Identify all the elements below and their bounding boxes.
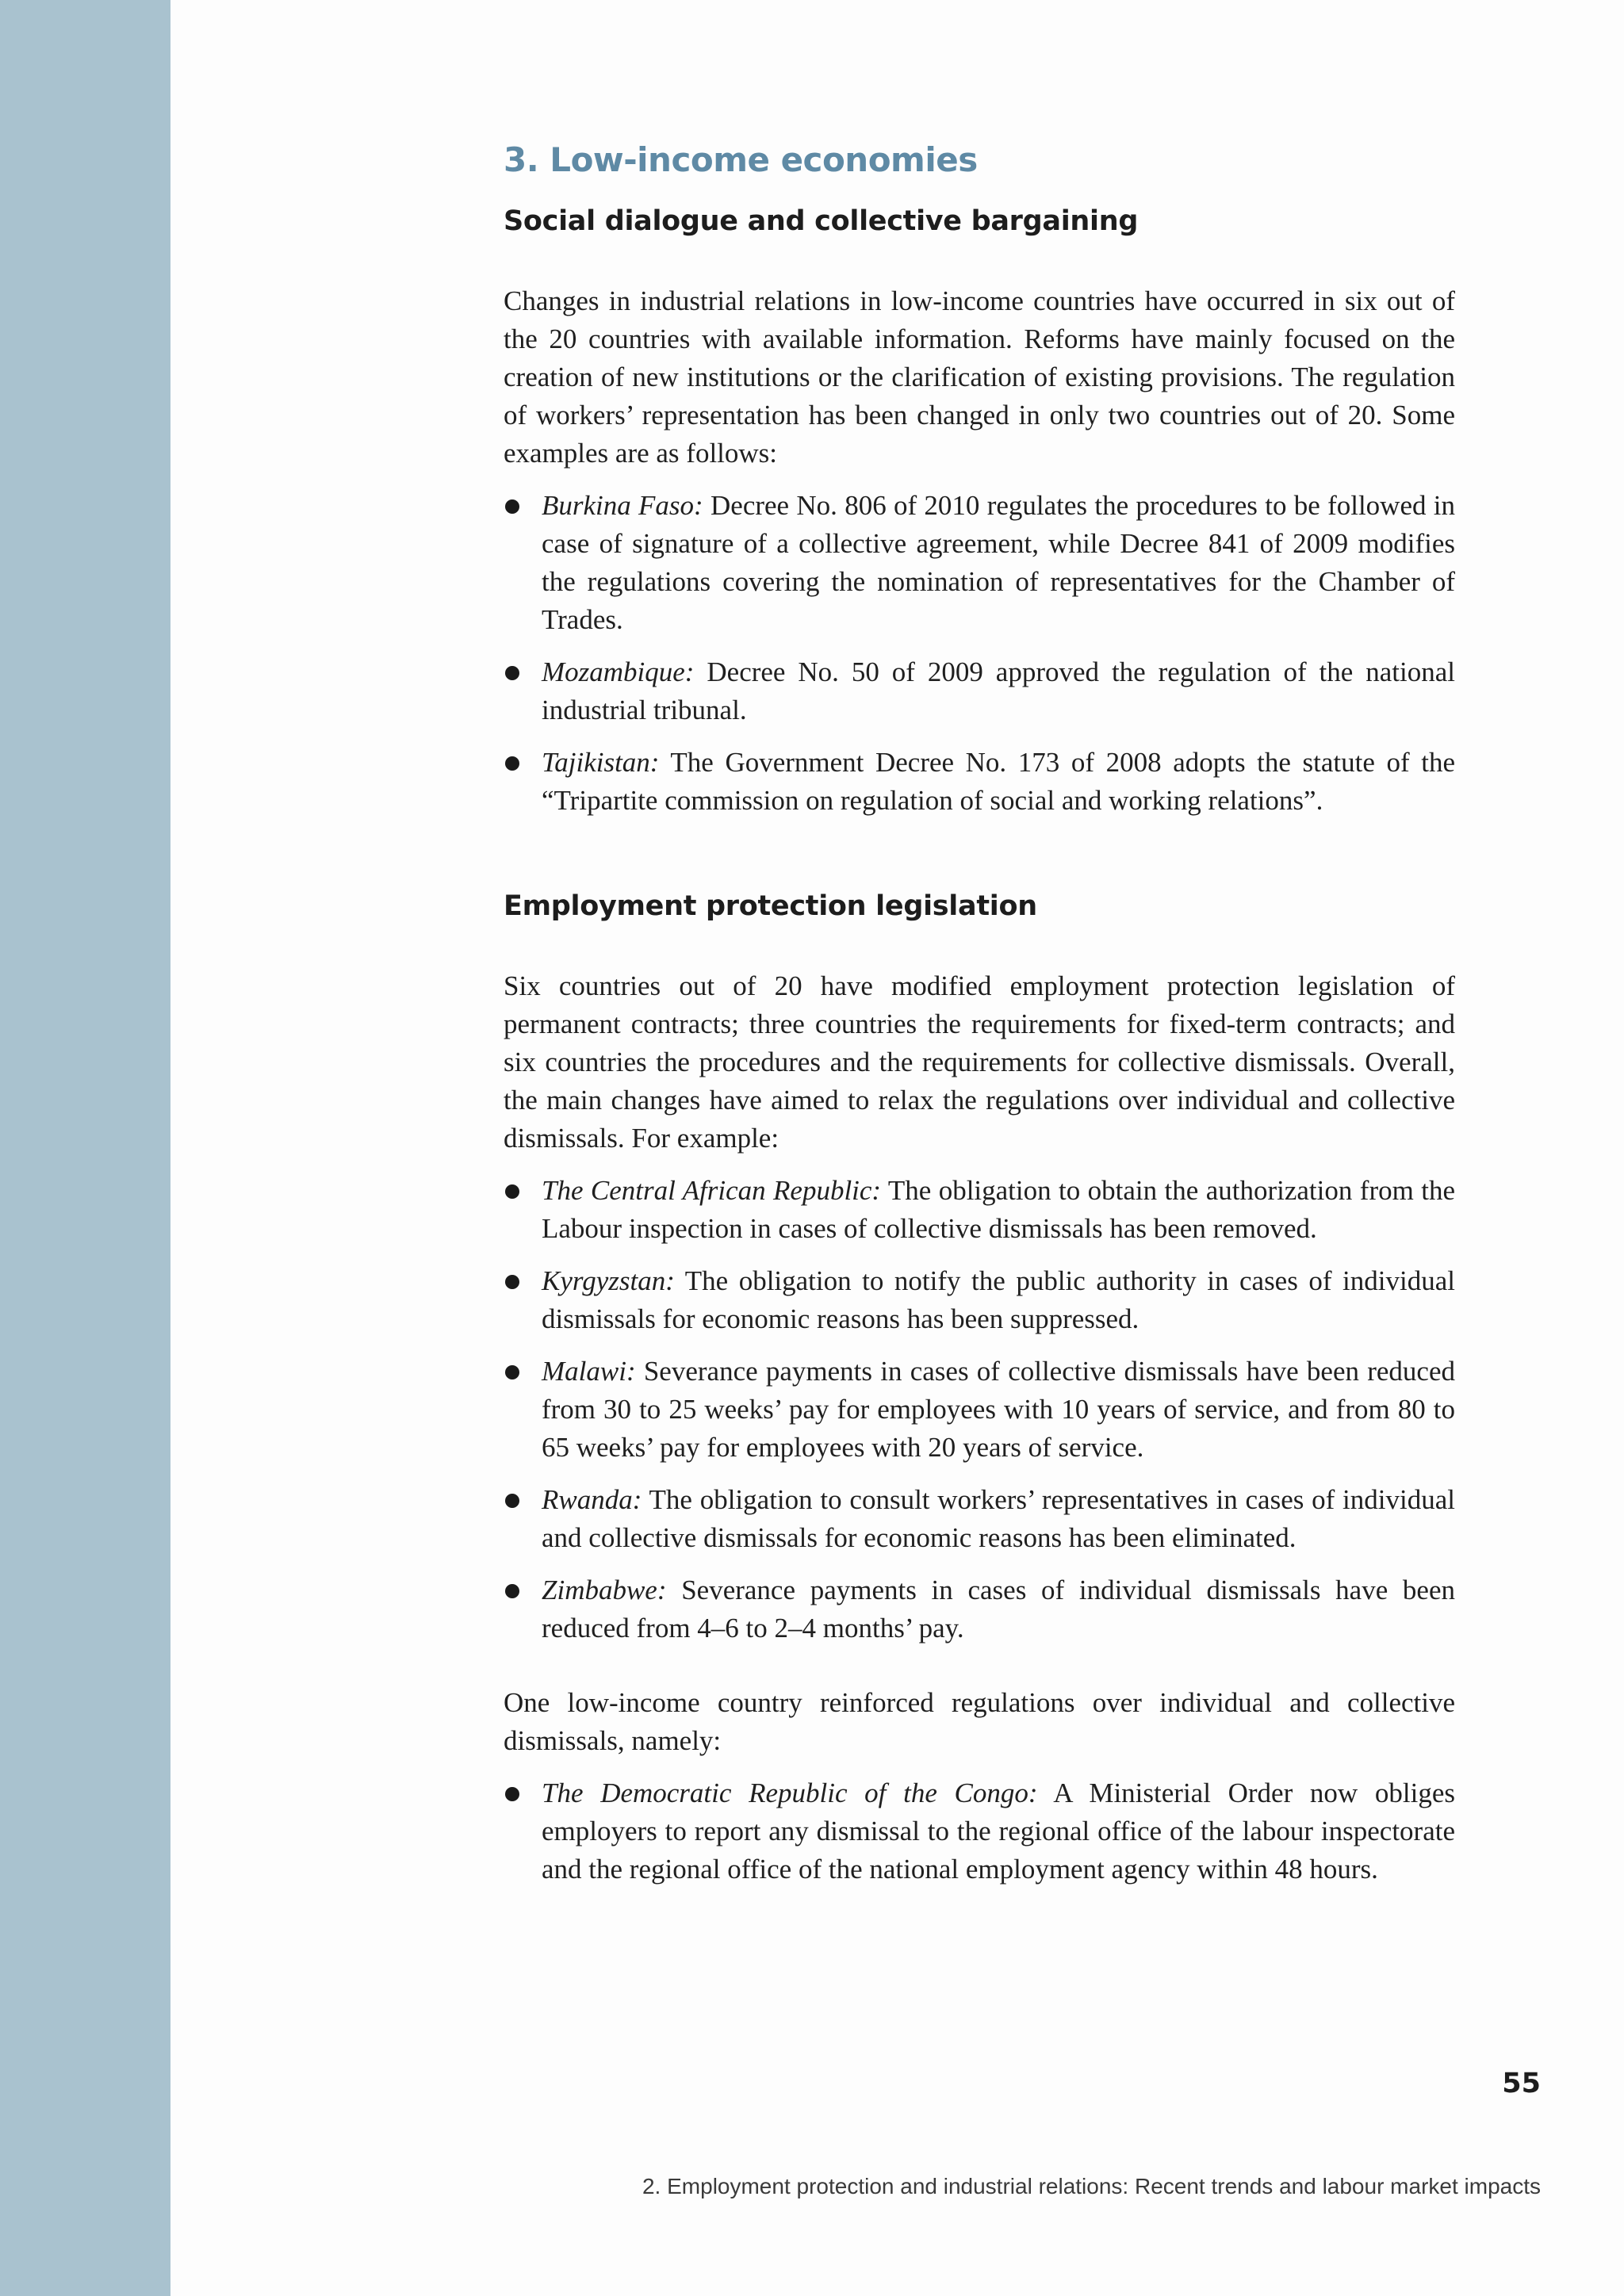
section-title: 3. Low-income economies — [504, 140, 978, 179]
country-name: The Democratic Republic of the Congo: — [542, 1777, 1038, 1808]
bullet-icon — [505, 1365, 519, 1380]
bullet-icon — [505, 756, 519, 771]
item-text: The obligation to notify the public authority in cases of individual dismissals for economic reasons has been suppressed. — [542, 1265, 1455, 1334]
list-item — [504, 487, 1455, 639]
bullet-icon — [505, 666, 519, 680]
list-item — [504, 1481, 1455, 1557]
bullet-icon — [505, 1584, 519, 1598]
item-text: Severance payments in cases of collective dismissals have been reduced from 30 to 25 weeks’ pay for employees with 10 years of service, and from 80 to 65 weeks’ pay for employees with 20 years of service. — [542, 1356, 1455, 1463]
employment-protection-heading: Employment protection legislation — [504, 890, 1037, 922]
item-text: The obligation to obtain the authorization from the Labour inspection in cases of collective dismissals has been removed. — [542, 1175, 1455, 1244]
list-item — [504, 1353, 1455, 1467]
list-item — [504, 653, 1455, 729]
list-item — [504, 1262, 1455, 1338]
country-name: Zimbabwe: — [542, 1575, 667, 1605]
social-dialogue-heading: Social dialogue and collective bargaining — [504, 205, 1139, 237]
bullet-icon — [505, 1184, 519, 1199]
item-text: Severance payments in cases of individual dismissals have been reduced from 4–6 to 2–4 months’ pay. — [542, 1575, 1455, 1644]
bullet-icon — [505, 499, 519, 514]
employment-protection-intro: Six countries out of 20 have modified employment protection legislation of permanent contracts; three countries the requirements for fixed-term contracts; and six countries the procedures and the requirements for collective dismissals. Overall, the main changes have aimed to relax the regulations over individual and collective dismissals. For example: — [504, 970, 1455, 1154]
list-item — [504, 1571, 1455, 1647]
bullet-icon — [505, 1494, 519, 1508]
item-text: The obligation to consult workers’ representatives in cases of individual and collective dismissals for economic reasons has been eliminated. — [542, 1484, 1455, 1553]
social-dialogue-list — [504, 487, 1455, 820]
item-text: Decree No. 50 of 2009 approved the regulation of the national industrial tribunal. — [542, 656, 1455, 725]
running-footer: 2. Employment protection and industrial relations: Recent trends and labour market impacts — [642, 2174, 1541, 2198]
bullet-icon — [505, 1787, 519, 1801]
country-name: Tajikistan: — [542, 747, 660, 778]
item-text: A Ministerial Order now obliges employers to report any dismissal to the regional office of the labour inspectorate and the regional office of the national employment agency within 48 hours. — [542, 1777, 1455, 1885]
social-dialogue-intro: Changes in industrial relations in low-income countries have occurred in six out of the 20 countries with available information. Reforms have mainly focused on the creation of new institutions or the clarification of existing provisions. The regulation of workers’ representation has been changed in only two countries out of 20. Some examples are as follows: — [504, 285, 1455, 469]
reinforced-intro: One low-income country reinforced regulations over individual and collective dismissals, namely: — [504, 1687, 1455, 1756]
reinforced-list — [504, 1774, 1455, 1888]
page-side-bar — [0, 0, 170, 2296]
item-text: Decree No. 806 of 2010 regulates the procedures to be followed in case of signature of a collective agreement, while Decree 841 of 2009 modifies the regulations covering the nomination of representatives for the Chamber of Trades. — [542, 490, 1455, 635]
country-name: Burkina Faso: — [542, 490, 703, 521]
country-name: Kyrgyzstan: — [542, 1265, 675, 1296]
country-name: Mozambique: — [542, 656, 695, 687]
page-content — [504, 135, 1455, 1888]
item-text: The Government Decree No. 173 of 2008 adopts the statute of the “Tripartite commission on regulation of social and working relations”. — [542, 747, 1455, 816]
list-item — [504, 1172, 1455, 1248]
bullet-icon — [505, 1275, 519, 1289]
list-item — [504, 744, 1455, 820]
list-item — [504, 1774, 1455, 1888]
country-name: Malawi: — [542, 1356, 636, 1387]
country-name: The Central African Republic: — [542, 1175, 882, 1206]
country-name: Rwanda: — [542, 1484, 642, 1515]
employment-protection-list — [504, 1172, 1455, 1647]
page-number: 55 — [1502, 2068, 1541, 2099]
